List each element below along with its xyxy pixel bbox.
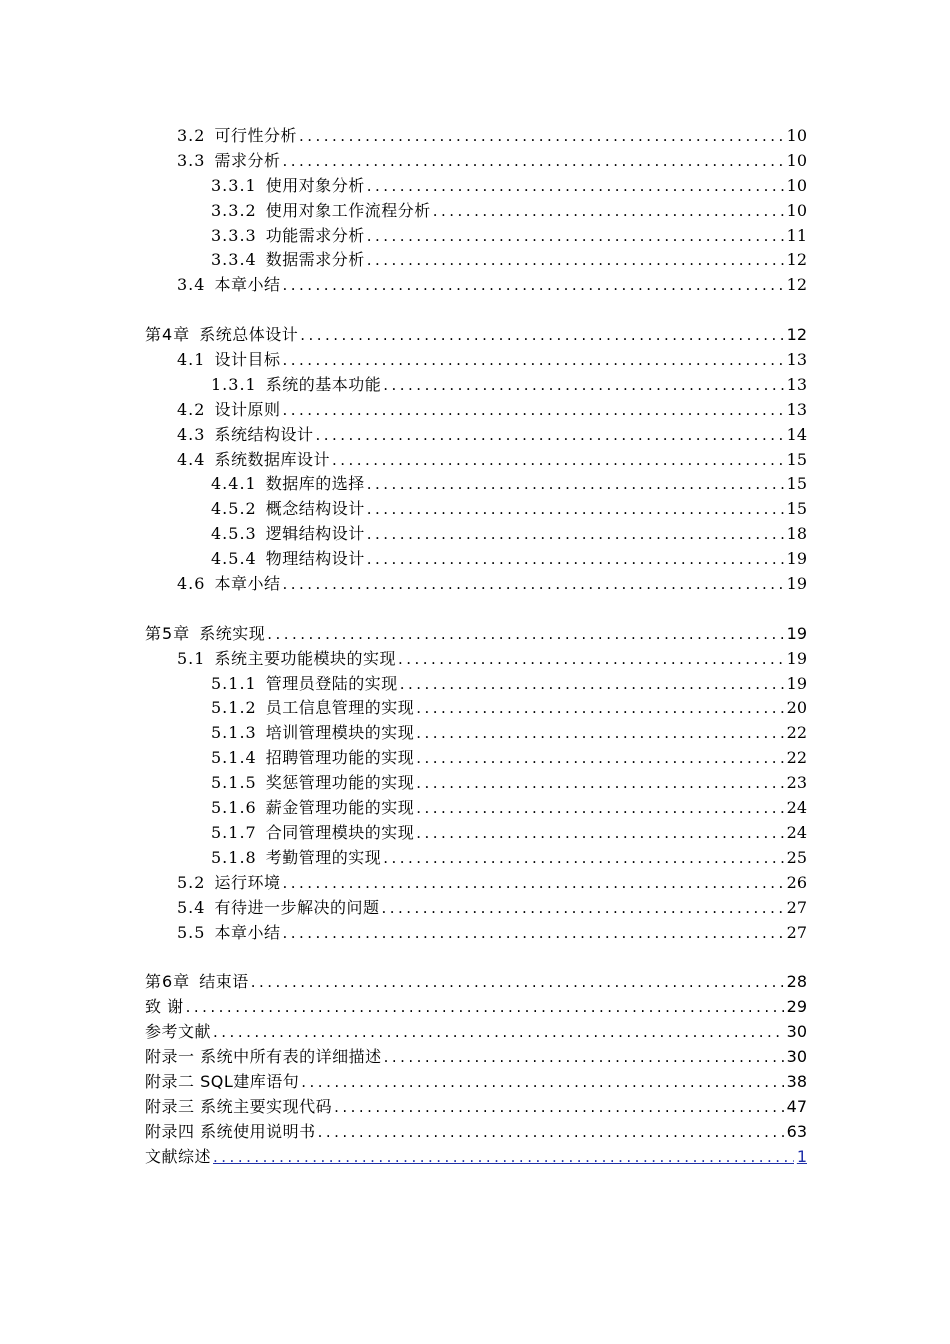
- dot-leader: [381, 896, 783, 921]
- toc-entry-4-5-4[interactable]: [145, 547, 807, 572]
- toc-entry-page: 19: [786, 623, 807, 643]
- toc-entry-page: 15: [786, 499, 807, 519]
- dot-leader: [367, 174, 784, 199]
- dot-leader: [400, 672, 784, 697]
- toc-entry-literature-review-link[interactable]: [145, 1145, 807, 1170]
- toc-entry-page: 24: [786, 798, 807, 818]
- toc-entry-5-4[interactable]: [145, 896, 807, 921]
- toc-entry-number: 5.1: [177, 648, 206, 668]
- toc-entry-4-1[interactable]: [145, 348, 807, 373]
- toc-entry-number: 4.5.2: [211, 499, 257, 519]
- toc-entry-page: 15: [786, 474, 807, 494]
- dot-leader: [300, 323, 783, 348]
- dot-leader: [367, 248, 784, 273]
- toc-entry-title: 系统结构设计: [214, 424, 314, 444]
- dot-leader: [299, 124, 784, 149]
- toc-entry-5-2[interactable]: [145, 871, 807, 896]
- toc-entry-number: 3.3.3: [211, 225, 257, 245]
- toc-entry-page: 47: [786, 1096, 807, 1116]
- toc-entry-title: 系统数据库设计: [214, 449, 330, 469]
- toc-entry-1-3-1[interactable]: [145, 373, 807, 398]
- toc-entry-title: 运行环境: [214, 872, 281, 892]
- toc-entry-number: 3.3: [177, 150, 206, 170]
- toc-entry-title: 功能需求分析: [265, 225, 365, 245]
- toc-entry-page: 23: [786, 773, 807, 793]
- toc-entry-number: 4.5.3: [211, 524, 257, 544]
- toc-entry-number: 4.3: [177, 424, 206, 444]
- toc-entry-title: 数据需求分析: [265, 250, 365, 270]
- toc-entry-number: 3.3.2: [211, 200, 257, 220]
- toc-entry-number: 4.4.1: [211, 474, 257, 494]
- toc-entry-title: 本章小结: [214, 922, 281, 942]
- toc-entry-5-1-6[interactable]: [145, 796, 807, 821]
- toc-entry-page: 22: [786, 748, 807, 768]
- toc-entry-page: 22: [786, 723, 807, 743]
- dot-leader: [213, 1020, 784, 1045]
- toc-entry-5-1-5[interactable]: [145, 771, 807, 796]
- toc-entry-number: 3.3.4: [211, 250, 257, 270]
- toc-chapter-4[interactable]: [145, 323, 807, 348]
- toc-entry-title: 设计原则: [214, 399, 281, 419]
- toc-entry-title: 本章小结: [214, 275, 281, 295]
- toc-entry-title: 附录三 系统主要实现代码: [145, 1096, 333, 1116]
- toc-entry-page: 19: [786, 673, 807, 693]
- toc-entry-title: 设计目标: [214, 350, 281, 370]
- toc-entry-page: 13: [786, 350, 807, 370]
- toc-entry-page: 25: [786, 847, 807, 867]
- table-of-contents: [145, 124, 807, 1169]
- toc-entry-page: 12: [786, 275, 807, 295]
- toc-entry-page: 27: [786, 922, 807, 942]
- toc-entry-3-3-4[interactable]: [145, 248, 807, 273]
- dot-leader: [282, 348, 783, 373]
- toc-entry-title: 逻辑结构设计: [265, 524, 365, 544]
- dot-leader: [416, 746, 783, 771]
- dot-leader: [251, 970, 784, 995]
- toc-entry-page: 24: [786, 822, 807, 842]
- toc-entry-page: 10: [786, 200, 807, 220]
- toc-entry-3-3-2[interactable]: [145, 199, 807, 224]
- dot-leader: [416, 721, 783, 746]
- dot-leader: [416, 796, 783, 821]
- dot-leader: [282, 921, 783, 946]
- toc-entry-page: 14: [786, 424, 807, 444]
- toc-entry-appendix-1[interactable]: [145, 1045, 807, 1070]
- toc-entry-appendix-3[interactable]: [145, 1095, 807, 1120]
- dot-leader: [416, 771, 783, 796]
- toc-entry-3-4[interactable]: [145, 273, 807, 298]
- toc-entry-4-3[interactable]: [145, 423, 807, 448]
- toc-entry-page: 1: [796, 1146, 807, 1166]
- toc-entry-title: 员工信息管理的实现: [265, 698, 415, 718]
- toc-entry-5-1-8[interactable]: [145, 846, 807, 871]
- toc-entry-number: 第5章: [145, 623, 191, 643]
- toc-chapter-5[interactable]: [145, 622, 807, 647]
- toc-entry-title: 薪金管理功能的实现: [265, 798, 415, 818]
- toc-entry-number: 第6章: [145, 972, 191, 992]
- toc-entry-title: 管理员登陆的实现: [265, 673, 398, 693]
- toc-entry-number: 第4章: [145, 325, 191, 345]
- toc-entry-title: 系统的基本功能: [265, 374, 382, 394]
- toc-entry-page: 11: [786, 225, 807, 245]
- toc-entry-number: 3.4: [177, 275, 206, 295]
- toc-entry-title: 附录一 系统中所有表的详细描述: [145, 1046, 382, 1066]
- toc-entry-number: 5.1.7: [211, 822, 257, 842]
- toc-entry-page: 19: [786, 549, 807, 569]
- dot-leader: [282, 572, 783, 597]
- toc-entry-page: 10: [786, 175, 807, 195]
- toc-entry-5-1-1[interactable]: [145, 672, 807, 697]
- dot-leader: [416, 821, 783, 846]
- dot-leader: [186, 995, 784, 1020]
- toc-entry-number: 5.1.4: [211, 748, 257, 768]
- dot-leader: [315, 423, 783, 448]
- toc-entry-page: 19: [786, 648, 807, 668]
- toc-entry-page: 10: [786, 150, 807, 170]
- toc-entry-title: 系统实现: [199, 623, 266, 643]
- toc-entry-number: 5.1.5: [211, 773, 257, 793]
- toc-entry-number: 5.2: [177, 872, 206, 892]
- toc-entry-5-1-3[interactable]: [145, 721, 807, 746]
- toc-entry-title: 可行性分析: [214, 126, 297, 145]
- toc-entry-page: 28: [786, 972, 807, 992]
- toc-entry-3-3-3[interactable]: [145, 224, 807, 249]
- dot-leader: [383, 846, 783, 871]
- toc-entry-title: 系统主要功能模块的实现: [214, 648, 396, 668]
- toc-entry-4-5-3[interactable]: [145, 522, 807, 547]
- dot-leader: [367, 224, 784, 249]
- dot-leader: [367, 522, 784, 547]
- dot-leader: [367, 547, 784, 572]
- dot-leader: [367, 497, 784, 522]
- toc-entry-number: 1.3.1: [211, 374, 257, 394]
- toc-entry-title: 需求分析: [214, 150, 281, 170]
- toc-entry-number: 3.2: [177, 126, 206, 145]
- toc-entry-page: 30: [786, 1022, 807, 1042]
- toc-chapter-6[interactable]: [145, 970, 807, 995]
- dot-leader: [332, 448, 784, 473]
- toc-entry-number: 5.4: [177, 897, 206, 917]
- toc-entry-title: 结束语: [199, 972, 249, 992]
- toc-entry-number: 4.4: [177, 449, 206, 469]
- toc-entry-3-2[interactable]: [145, 124, 807, 149]
- toc-entry-number: 4.5.4: [211, 549, 257, 569]
- toc-entry-4-4[interactable]: [145, 448, 807, 473]
- toc-entry-5-1-2[interactable]: [145, 696, 807, 721]
- dot-leader: [433, 199, 784, 224]
- toc-entry-title: 考勤管理的实现: [265, 847, 382, 867]
- toc-entry-references[interactable]: [145, 1020, 807, 1045]
- toc-entry-number: 5.5: [177, 922, 206, 942]
- toc-entry-appendix-2[interactable]: [145, 1070, 807, 1095]
- toc-entry-number: 4.1: [177, 350, 206, 370]
- toc-entry-title: 数据库的选择: [265, 474, 365, 494]
- toc-entry-title: 奖惩管理功能的实现: [265, 773, 415, 793]
- toc-entry-4-4-1[interactable]: [145, 472, 807, 497]
- toc-entry-page: 63: [786, 1121, 807, 1141]
- toc-entry-page: 18: [786, 524, 807, 544]
- toc-entry-5-1[interactable]: [145, 647, 807, 672]
- dot-leader: [213, 1145, 794, 1170]
- dot-leader: [318, 1120, 784, 1145]
- toc-entry-number: 4.2: [177, 399, 206, 419]
- toc-entry-title: 致 谢: [145, 997, 184, 1017]
- toc-entry-page: 15: [786, 449, 807, 469]
- toc-entry-title: 使用对象分析: [265, 175, 365, 195]
- toc-entry-4-2[interactable]: [145, 398, 807, 423]
- toc-entry-title: 文献综述: [145, 1146, 212, 1166]
- toc-entry-4-5-2[interactable]: [145, 497, 807, 522]
- dot-leader: [334, 1095, 784, 1120]
- toc-entry-title: 系统总体设计: [199, 325, 299, 345]
- toc-entry-5-1-7[interactable]: [145, 821, 807, 846]
- toc-entry-number: 4.6: [177, 574, 206, 594]
- toc-entry-title: 参考文献: [145, 1022, 212, 1042]
- toc-entry-page: 27: [786, 897, 807, 917]
- toc-entry-number: 5.1.3: [211, 723, 257, 743]
- toc-entry-page: 29: [786, 997, 807, 1017]
- toc-entry-page: 13: [786, 399, 807, 419]
- toc-entry-title: 使用对象工作流程分析: [265, 200, 431, 220]
- dot-leader: [301, 1070, 783, 1095]
- dot-leader: [416, 696, 783, 721]
- dot-leader: [383, 373, 783, 398]
- toc-entry-page: 13: [786, 374, 807, 394]
- toc-entry-number: 3.3.1: [211, 175, 257, 195]
- toc-entry-appendix-4[interactable]: [145, 1120, 807, 1145]
- toc-entry-title: 培训管理模块的实现: [265, 723, 415, 743]
- toc-entry-page: 30: [786, 1046, 807, 1066]
- dot-leader: [282, 398, 783, 423]
- dot-leader: [282, 149, 783, 174]
- toc-entry-number: 5.1.8: [211, 847, 257, 867]
- toc-entry-page: 38: [786, 1071, 807, 1091]
- toc-entry-title: 物理结构设计: [265, 549, 365, 569]
- toc-entry-page: 20: [786, 698, 807, 718]
- toc-entry-5-1-4[interactable]: [145, 746, 807, 771]
- toc-entry-number: 5.1.2: [211, 698, 257, 718]
- toc-entry-4-6[interactable]: [145, 572, 807, 597]
- dot-leader: [384, 1045, 784, 1070]
- toc-entry-acknowledgements[interactable]: [145, 995, 807, 1020]
- toc-entry-title: 概念结构设计: [265, 499, 365, 519]
- toc-entry-title: 本章小结: [214, 574, 281, 594]
- dot-leader: [282, 273, 783, 298]
- toc-entry-page: 12: [786, 250, 807, 270]
- toc-entry-title: 有待进一步解决的问题: [214, 897, 380, 917]
- toc-entry-title: 招聘管理功能的实现: [265, 748, 415, 768]
- dot-leader: [282, 871, 783, 896]
- toc-entry-title: 附录二 SQL建库语句: [145, 1071, 300, 1091]
- toc-entry-page: 26: [786, 872, 807, 892]
- toc-entry-page: 12: [786, 325, 807, 345]
- toc-entry-number: 5.1.6: [211, 798, 257, 818]
- dot-leader: [267, 622, 783, 647]
- dot-leader: [398, 647, 784, 672]
- toc-entry-3-3[interactable]: [145, 149, 807, 174]
- toc-entry-title: 合同管理模块的实现: [265, 822, 415, 842]
- dot-leader: [367, 472, 784, 497]
- toc-entry-number: 5.1.1: [211, 673, 257, 693]
- toc-entry-title: 附录四 系统使用说明书: [145, 1121, 316, 1141]
- toc-entry-3-3-1[interactable]: [145, 174, 807, 199]
- toc-entry-page: 19: [786, 574, 807, 594]
- toc-entry-5-5[interactable]: [145, 921, 807, 946]
- toc-entry-page: 10: [786, 126, 807, 145]
